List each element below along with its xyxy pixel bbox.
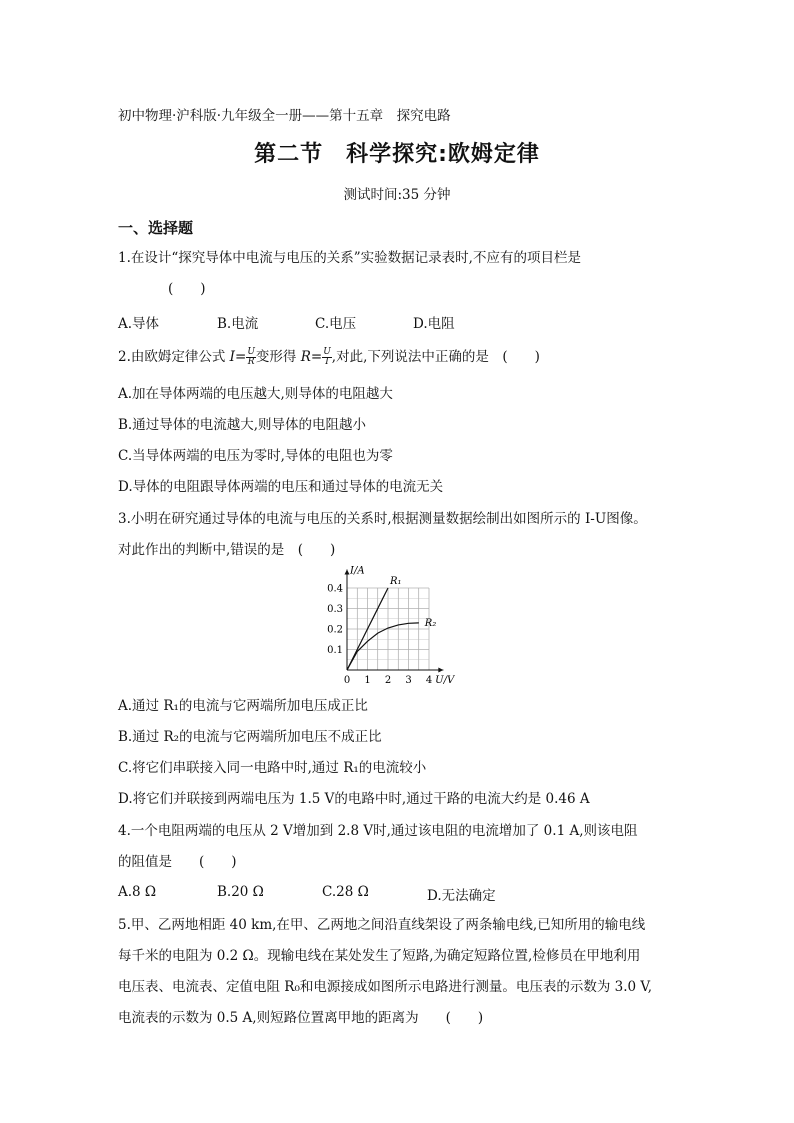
q3-option-b: B.通过 R₂的电流与它两端所加电压不成正比 [118, 729, 382, 745]
q4-option-d: D.无法确定 [427, 888, 496, 904]
q4-options [118, 884, 678, 902]
q3-text-line1: 3.小明在研究通过导体的电流与电压的关系时,根据测量数据绘制出如图所示的 I-U图像。 [118, 511, 647, 527]
x-tick-label: 1 [364, 675, 371, 686]
q3-text-line2: 对此作出的判断中,错误的是 ( ) [118, 542, 336, 558]
q1-text: 1.在设计“探究导体中电流与电压的关系”实验数据记录表时,不应有的项目栏是 [118, 250, 581, 266]
q1-option-b: B.电流 [217, 316, 259, 332]
q2-suffix: ,对此,下列说法中正确的是 ( ) [331, 349, 540, 365]
y-tick-label: 0.3 [327, 604, 343, 615]
q2-option-c: C.当导体两端的电压为零时,导体的电阻也为零 [118, 448, 393, 464]
iu-graph [322, 562, 462, 686]
y-tick-label: 0.4 [327, 583, 343, 595]
q3-option-a: A.通过 R₁的电流与它两端所加电压成正比 [118, 698, 368, 714]
q2-formula1-den: R [247, 357, 255, 367]
q5-line-4: 电流表的示数为 0.5 A,则短路位置离甲地的距离为 ( ) [118, 1010, 484, 1026]
q2-text [118, 348, 540, 367]
q2-formula2-left: R= [300, 349, 323, 365]
page-title: 第二节 科学探究:欧姆定律 [254, 142, 540, 167]
q1-option-a: A.导体 [118, 316, 160, 332]
q2-option-b: B.通过导体的电流越大,则导体的电阻越小 [118, 417, 367, 433]
q4-option-a: A.8 Ω [118, 884, 157, 900]
q4-text-line1: 4.一个电阻两端的电压从 2 V增加到 2.8 V时,通过该电阻的电流增加了 0.1 A,则该电阻 [118, 823, 638, 839]
y-axis-arrow [345, 570, 350, 575]
x-axis-label: U/V [435, 675, 455, 686]
q1-answer-blank: ( ) [168, 281, 206, 297]
q2-formula1-fraction [246, 348, 256, 367]
q4-option-c: C.28 Ω [322, 884, 369, 900]
q2-formula2-num: U [323, 347, 331, 357]
x-axis-arrow [438, 668, 443, 673]
q2-formula1-left: I= [229, 349, 247, 365]
page-header: 初中物理·沪科版·九年级全一册——第十五章 探究电路 [118, 108, 451, 124]
q4-text-line2: 的阻值是 ( ) [118, 854, 237, 870]
x-tick-label: 3 [405, 675, 412, 686]
test-time: 测试时间:35 分钟 [343, 187, 451, 203]
y-tick-label: 0.2 [327, 624, 343, 636]
y-axis-label: I/A [350, 565, 365, 577]
series-line-2 [347, 623, 419, 670]
q2-option-a: A.加在导体两端的电压越大,则导体的电阻越大 [118, 386, 393, 402]
series-label-2: R₂ [424, 617, 437, 629]
series-label-1: R₁ [390, 576, 402, 587]
q2-formula1-num: U [247, 347, 255, 357]
q1-option-d: D.电阻 [413, 316, 455, 332]
q1-options [118, 312, 678, 330]
q3-option-d: D.将它们并联接到两端电压为 1.5 V的电路中时,通过干路的电流大约是 0.46 A [118, 791, 590, 807]
q5-line-1: 5.甲、乙两地相距 40 km,在甲、乙两地之间沿直线架设了两条输电线,已知所用的输电线 [118, 917, 646, 933]
q2-prefix: 2.由欧姆定律公式 [118, 349, 230, 365]
q1-option-c: C.电压 [315, 316, 357, 332]
x-tick-label: 2 [384, 675, 392, 686]
q5-line-3: 电压表、电流表、定值电阻 R₀和电源接成如图所示电路进行测量。电压表的示数为 3.0 V, [118, 979, 653, 995]
q2-formula2-fraction [322, 348, 332, 367]
section-heading: 一、选择题 [118, 219, 194, 237]
q2-mid: 变形得 [255, 349, 301, 365]
y-tick-label: 0.1 [327, 645, 343, 656]
q3-option-c: C.将它们串联接入同一电路中时,通过 R₁的电流较小 [118, 760, 427, 776]
q4-option-b: B.20 Ω [217, 884, 264, 900]
q2-option-d: D.导体的电阻跟导体两端的电压和通过导体的电流无关 [118, 479, 444, 495]
x-tick-label: 4 [425, 675, 433, 686]
x-tick-label: 0 [343, 675, 351, 686]
q5-line-2: 每千米的电阻为 0.2 Ω。现输电线在某处发生了短路,为确定短路位置,检修员在甲地利用 [118, 948, 641, 964]
q2-formula2-den: I [325, 357, 329, 367]
